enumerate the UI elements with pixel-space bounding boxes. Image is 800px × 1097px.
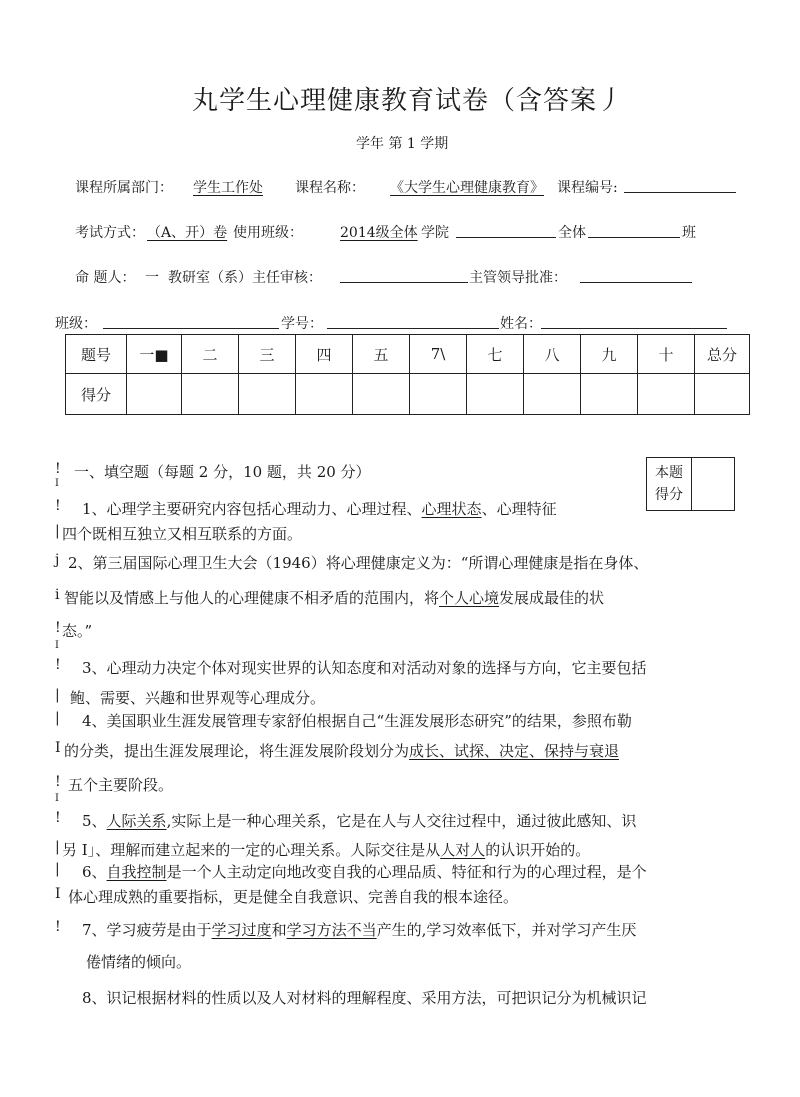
score-table-cell: 一■ bbox=[127, 335, 182, 374]
section-score-input[interactable] bbox=[692, 458, 735, 511]
college-blank bbox=[456, 223, 556, 238]
score-table-cell: 二 bbox=[182, 335, 239, 374]
score-table bbox=[65, 334, 750, 415]
q5-answer-1: 人际关系 bbox=[106, 812, 167, 830]
question-3-line-2: 鲍、需要、兴趣和世界观等心理成分。 bbox=[70, 689, 326, 707]
class-used-value: 2014级全体 bbox=[340, 225, 418, 241]
dept-value: 学生工作处 bbox=[193, 180, 263, 196]
score-input-cell[interactable] bbox=[239, 374, 296, 415]
q7-answer-2: 学习方法不当 bbox=[286, 921, 377, 939]
reviewer-blank bbox=[340, 268, 468, 283]
margin-mark: I bbox=[55, 478, 59, 489]
margin-mark: i bbox=[55, 587, 60, 603]
score-input-cell[interactable] bbox=[182, 374, 239, 415]
section-score-box bbox=[646, 457, 735, 511]
question-4-line-1: 4、美国职业生涯发展管理专家舒伯根据自己“生涯发展形态研究”的结果，参照布勒 bbox=[82, 712, 632, 730]
q5-text-b: ,实际上是一种心理关系，它是在人与人交往过程中，通过彼此感知、识 bbox=[166, 812, 637, 830]
margin-mark: ! bbox=[55, 919, 61, 935]
q6-text-b: 是一个人主动定向地改变自我的心理品质、特征和行为的心理过程，是个 bbox=[166, 863, 647, 881]
question-6-line-2: 体心理成熟的重要指标，更是健全自我意识、完善自我的根本途径。 bbox=[68, 888, 519, 906]
q4-text-b: 的分类，提出生涯发展理论，将生涯发展阶段划分为 bbox=[64, 742, 410, 760]
author-value: 一 bbox=[145, 270, 159, 286]
q5-text-d: 的认识开始的。 bbox=[485, 841, 591, 859]
score-table-cell: 三 bbox=[239, 335, 296, 374]
question-5-line-1 bbox=[82, 810, 636, 831]
question-2-line-1: 2、第三届国际心理卫生大会（1946）将心理健康定义为：“所谓心理健康是指在身体、 bbox=[68, 554, 649, 572]
question-2-line-2 bbox=[64, 587, 604, 608]
margin-mark: I bbox=[55, 640, 59, 651]
score-input-cell[interactable] bbox=[581, 374, 638, 415]
score-table-cell: 题号 bbox=[66, 335, 127, 374]
margin-mark: ! bbox=[55, 657, 61, 673]
score-table-cell: 总分 bbox=[695, 335, 750, 374]
score-input-cell[interactable] bbox=[296, 374, 353, 415]
margin-mark: I bbox=[55, 886, 61, 902]
question-1-line-1 bbox=[82, 498, 557, 519]
author-label: 命 题人： bbox=[75, 270, 136, 286]
score-input-cell[interactable] bbox=[127, 374, 182, 415]
score-input-cell[interactable] bbox=[695, 374, 750, 415]
score-table-cell: 九 bbox=[581, 335, 638, 374]
dept-label: 课程所属部门： bbox=[75, 180, 173, 196]
margin-mark: | bbox=[55, 839, 60, 855]
class-used-label: 使用班级： bbox=[233, 225, 303, 241]
section-score-label bbox=[647, 458, 692, 511]
score-table-cell: 四 bbox=[296, 335, 353, 374]
margin-mark: ! bbox=[55, 774, 61, 790]
score-table-header-row bbox=[66, 335, 750, 374]
question-7-line-2: 倦情绪的倾向。 bbox=[86, 953, 192, 971]
reviewer-label: 教研室（系）主任审核： bbox=[168, 270, 322, 286]
student-name-blank bbox=[541, 314, 727, 329]
score-input-cell[interactable] bbox=[410, 374, 467, 415]
margin-mark: | bbox=[55, 523, 60, 539]
approver-label: 主管领导批准： bbox=[469, 270, 567, 286]
margin-mark: I bbox=[55, 793, 59, 804]
score-table-cell: 十 bbox=[638, 335, 695, 374]
question-4-line-2 bbox=[64, 740, 619, 761]
q5-text-c: 另 I」、理解而建立起来的一定的心理关系。人际交往是从 bbox=[62, 841, 441, 859]
ban-label: 班 bbox=[682, 225, 696, 241]
semester-line: 学年 第 1 学期 bbox=[356, 136, 449, 152]
score-table-score-row bbox=[66, 374, 750, 415]
all-blank bbox=[588, 223, 680, 238]
margin-mark: I bbox=[55, 740, 61, 756]
margin-mark: | bbox=[55, 861, 60, 877]
q2-answer: 个人心境 bbox=[439, 589, 500, 607]
q7-text-a: 7、学习疲劳是由于 bbox=[82, 921, 212, 939]
exam-title: 丸学生心理健康教育试卷（含答案丿 bbox=[192, 86, 625, 116]
score-input-cell[interactable] bbox=[524, 374, 581, 415]
q4-answer: 成长、试探、决定、保持与衰退 bbox=[409, 742, 620, 760]
q1-text-b: 、心理特征 bbox=[481, 500, 557, 518]
exam-method-label: 考试方式： bbox=[75, 225, 145, 241]
course-label: 课程名称： bbox=[295, 180, 365, 196]
course-code-blank bbox=[624, 178, 736, 193]
score-input-cell[interactable] bbox=[638, 374, 695, 415]
question-2-line-3: 态。” bbox=[62, 622, 93, 640]
q1-text-a: 1、心理学主要研究内容包括心理动力、心理过程、 bbox=[82, 500, 422, 518]
student-name-label: 姓名： bbox=[500, 316, 542, 332]
section1-heading: 一、填空题（每题 2 分，10 题，共 20 分） bbox=[74, 463, 371, 481]
section-score-label-line1: 本题 bbox=[655, 465, 683, 481]
score-input-cell[interactable] bbox=[353, 374, 410, 415]
course-code-label: 课程编号: bbox=[557, 180, 618, 196]
score-row-label: 得分 bbox=[66, 374, 127, 415]
approver-blank bbox=[580, 268, 692, 283]
margin-mark: ! bbox=[55, 620, 61, 636]
score-table-cell: 五 bbox=[353, 335, 410, 374]
margin-mark: | bbox=[55, 687, 60, 703]
margin-mark: j bbox=[55, 552, 60, 568]
question-5-line-2 bbox=[62, 839, 590, 860]
score-table-cell: 7\ bbox=[410, 335, 467, 374]
q2-text-c: 发展成最佳的状 bbox=[499, 589, 605, 607]
score-input-cell[interactable] bbox=[467, 374, 524, 415]
q7-answer-1: 学习过度 bbox=[211, 921, 272, 939]
q6-text-a: 6、 bbox=[82, 863, 107, 881]
question-4-line-3: 五个主要阶段。 bbox=[68, 776, 174, 794]
q6-answer: 自我控制 bbox=[106, 863, 167, 881]
student-id-label: 学号： bbox=[281, 316, 323, 332]
q1-answer: 心理状态 bbox=[421, 500, 482, 518]
q7-text-b: 产生的,学习效率低下，并对学习产生厌 bbox=[376, 921, 637, 939]
q5-text-a: 5、 bbox=[82, 812, 107, 830]
question-7-line-1 bbox=[82, 919, 636, 940]
student-class-label: 班级： bbox=[55, 316, 97, 332]
question-3-line-1: 3、心理动力决定个体对现实世界的认知态度和对活动对象的选择与方向，它主要包括 bbox=[82, 659, 647, 677]
all-label: 全体 bbox=[558, 225, 586, 241]
q2-text-b: 智能以及情感上与他人的心理健康不相矛盾的范围内，将 bbox=[64, 589, 440, 607]
q5-answer-2: 人对人 bbox=[440, 841, 486, 859]
college-label: 学院 bbox=[421, 225, 449, 241]
margin-mark: ! bbox=[55, 810, 61, 826]
student-class-blank bbox=[103, 314, 279, 329]
margin-mark: ! bbox=[55, 498, 61, 514]
student-id-blank bbox=[327, 314, 499, 329]
question-8-line-1: 8、识记根据材料的性质以及人对材料的理解程度、采用方法，可把识记分为机械识记 bbox=[82, 989, 647, 1007]
q7-text-mid: 和 bbox=[271, 921, 287, 939]
question-6-line-1 bbox=[82, 861, 647, 882]
margin-mark: | bbox=[55, 710, 60, 726]
exam-method-value: （A、开）卷 bbox=[147, 225, 228, 241]
score-table-cell: 八 bbox=[524, 335, 581, 374]
score-table-cell: 七 bbox=[467, 335, 524, 374]
course-value: 《大学生心理健康教育》 bbox=[390, 180, 544, 196]
question-1-line-2: 四个既相互独立又相互联系的方面。 bbox=[62, 525, 303, 543]
section-score-label-line2: 得分 bbox=[655, 487, 683, 503]
margin-mark: ! bbox=[55, 461, 61, 477]
